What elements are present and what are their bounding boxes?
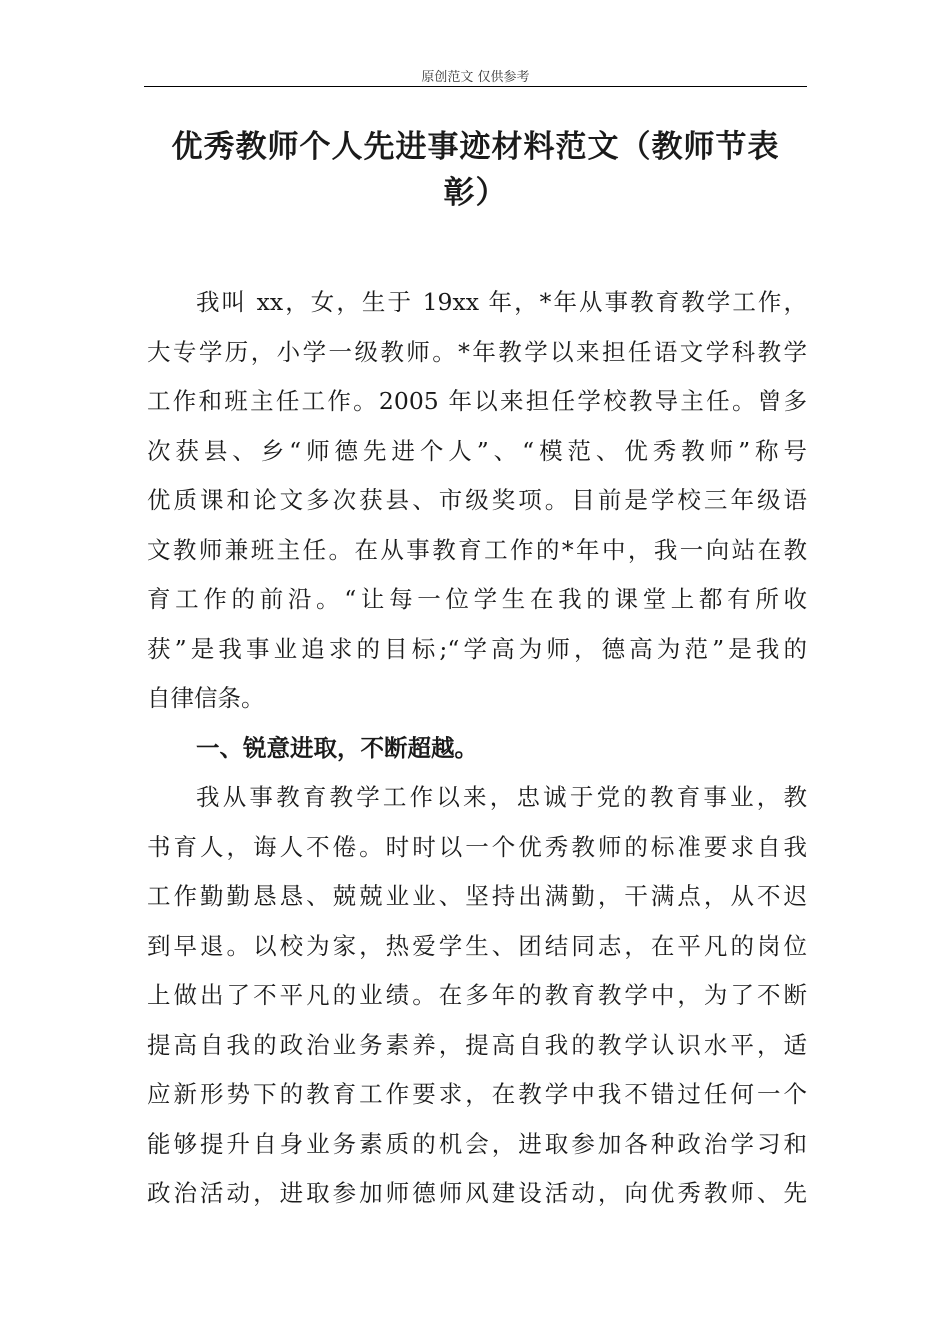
body-line: 优质课和论文多次获县、市级奖项。目前是学校三年级语 xyxy=(147,486,807,514)
body-line: 我从事教育教学工作以来，忠诚于党的教育事业，教 xyxy=(196,783,807,811)
body-line: 上做出了不平凡的业绩。在多年的教育教学中，为了不断 xyxy=(147,981,807,1009)
body-line: 到早退。以校为家，热爱学生、团结同志，在平凡的岗位 xyxy=(147,931,807,960)
body-line: 获”是我事业追求的目标;“学高为师，德高为范”是我的 xyxy=(147,634,807,663)
body-line: 文教师兼班主任。在从事教育工作的*年中，我一向站在教 xyxy=(147,535,807,564)
page-header: 原创范文 仅供参考 xyxy=(421,70,530,85)
body-line: 自律信条。 xyxy=(147,684,265,712)
document-title xyxy=(148,124,803,216)
body-line: 能够提升自身业务素质的机会，进取参加各种政治学习和 xyxy=(147,1129,807,1158)
body-line: 书育人，诲人不倦。时时以一个优秀教师的标准要求自我 xyxy=(147,832,807,861)
body-line: 大专学历，小学一级教师。*年教学以来担任语文学科教学 xyxy=(147,337,807,366)
title-line-2: 彰） xyxy=(443,175,508,211)
document-body xyxy=(147,278,807,1219)
body-line: 次获县、乡“师德先进个人”、“模范、优秀教师”称号 xyxy=(147,436,807,465)
title-line-1: 优秀教师个人先进事迹材料范文（教师节表 xyxy=(171,129,780,165)
body-line: 提高自我的政治业务素养，提高自我的教学认识水平，适 xyxy=(147,1030,807,1059)
body-line: 政治活动，进取参加师德师风建设活动，向优秀教师、先 xyxy=(147,1179,807,1207)
body-line: 工作和班主任工作。2005 年以来担任学校教导主任。曾多 xyxy=(147,387,807,415)
body-line: 工作勤勤恳恳、兢兢业业、坚持出满勤，干满点，从不迟 xyxy=(147,882,807,910)
section-heading: 一、锐意进取，不断超越。 xyxy=(196,733,478,762)
header-rule xyxy=(144,86,807,87)
body-line: 我叫 xx，女，生于 19xx 年，*年从事教育教学工作， xyxy=(196,288,807,316)
body-line: 应新形势下的教育工作要求，在教学中我不错过任何一个 xyxy=(147,1080,807,1108)
body-line: 育工作的前沿。“让每一位学生在我的课堂上都有所收 xyxy=(147,585,807,613)
